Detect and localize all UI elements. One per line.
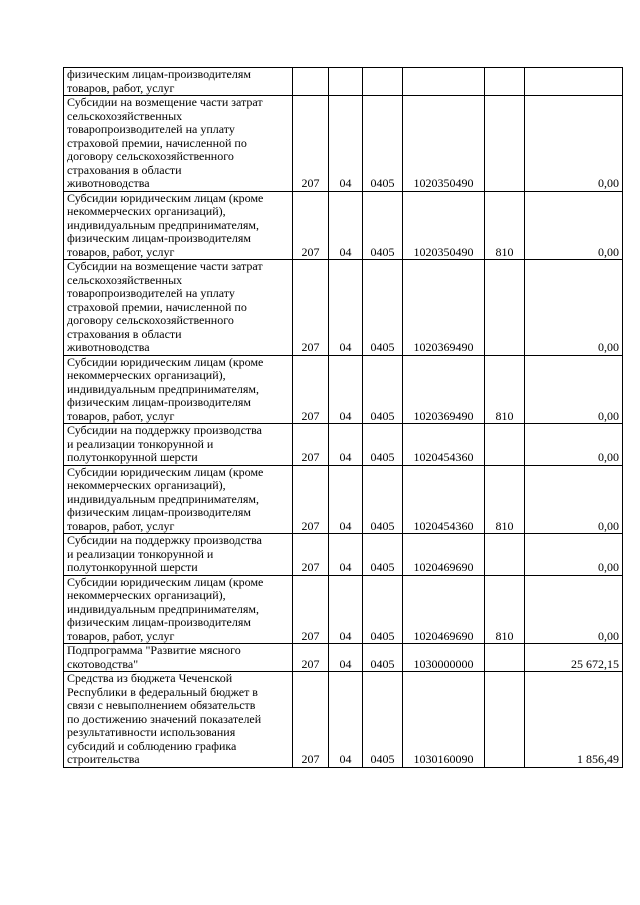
- cell-csr: 1030000000: [403, 644, 485, 672]
- cell-csr: 1020454360: [403, 465, 485, 534]
- cell-vr: [485, 260, 525, 356]
- cell-vr: 810: [485, 575, 525, 644]
- table-row: [64, 260, 623, 356]
- cell-pr: 0405: [363, 575, 403, 644]
- table-row: [64, 191, 623, 260]
- table-row: [64, 534, 623, 576]
- table-row: [64, 575, 623, 644]
- cell-rz: 04: [329, 465, 363, 534]
- cell-sum: 0,00: [525, 355, 623, 424]
- cell-vr: [485, 644, 525, 672]
- cell-rz: 04: [329, 534, 363, 576]
- cell-name: Субсидии юридическим лицам (кроме некоммерческих организаций), индивидуальным предпринимателям, физическим лицам-производителям товаров, работ, услуг: [64, 575, 293, 644]
- cell-csr: 1020350490: [403, 96, 485, 192]
- cell-gr: 207: [293, 575, 329, 644]
- cell-gr: 207: [293, 644, 329, 672]
- cell-rz: 04: [329, 96, 363, 192]
- table-row: [64, 424, 623, 466]
- table-row: [64, 672, 623, 768]
- cell-name: Субсидии на поддержку производства и реализации тонкорунной и полутонкорунной шерсти: [64, 424, 293, 466]
- cell-sum: 1 856,49: [525, 672, 623, 768]
- cell-rz: 04: [329, 191, 363, 260]
- cell-name: Субсидии юридическим лицам (кроме некоммерческих организаций), индивидуальным предпринимателям, физическим лицам-производителям товаров, работ, услуг: [64, 191, 293, 260]
- cell-vr: [485, 672, 525, 768]
- cell-rz: 04: [329, 355, 363, 424]
- cell-vr: 810: [485, 465, 525, 534]
- cell-pr: [363, 68, 403, 96]
- cell-csr: 1020454360: [403, 424, 485, 466]
- cell-name: Субсидии юридическим лицам (кроме некоммерческих организаций), индивидуальным предпринимателям, физическим лицам-производителям товаров, работ, услуг: [64, 355, 293, 424]
- cell-name: физическим лицам-производителям товаров, работ, услуг: [64, 68, 293, 96]
- cell-gr: 207: [293, 534, 329, 576]
- cell-rz: 04: [329, 424, 363, 466]
- cell-gr: 207: [293, 672, 329, 768]
- cell-vr: [485, 68, 525, 96]
- cell-csr: 1020469690: [403, 575, 485, 644]
- cell-sum: 0,00: [525, 575, 623, 644]
- cell-rz: 04: [329, 260, 363, 356]
- cell-gr: 207: [293, 424, 329, 466]
- cell-sum: 0,00: [525, 96, 623, 192]
- cell-name: Субсидии на возмещение части затрат сельскохозяйственных товаропроизводителей на уплату страховой премии, начисленной по договору сельскохозяйственного страхования в области животноводства: [64, 260, 293, 356]
- cell-pr: 0405: [363, 260, 403, 356]
- cell-gr: 207: [293, 260, 329, 356]
- cell-vr: [485, 424, 525, 466]
- table-row: [64, 355, 623, 424]
- cell-gr: 207: [293, 96, 329, 192]
- cell-vr: 810: [485, 355, 525, 424]
- table-row: [64, 96, 623, 192]
- cell-sum: 0,00: [525, 424, 623, 466]
- cell-csr: [403, 68, 485, 96]
- cell-sum: 0,00: [525, 260, 623, 356]
- cell-rz: 04: [329, 575, 363, 644]
- cell-pr: 0405: [363, 96, 403, 192]
- cell-csr: 1020350490: [403, 191, 485, 260]
- cell-rz: [329, 68, 363, 96]
- table-row: [64, 465, 623, 534]
- cell-sum: [525, 68, 623, 96]
- cell-pr: 0405: [363, 355, 403, 424]
- table-row: [64, 68, 623, 96]
- cell-name: Субсидии на поддержку производства и реализации тонкорунной и полутонкорунной шерсти: [64, 534, 293, 576]
- cell-sum: 0,00: [525, 534, 623, 576]
- table-body: [64, 68, 623, 768]
- cell-gr: 207: [293, 355, 329, 424]
- cell-rz: 04: [329, 644, 363, 672]
- cell-gr: 207: [293, 465, 329, 534]
- cell-pr: 0405: [363, 672, 403, 768]
- cell-sum: 0,00: [525, 191, 623, 260]
- cell-vr: 810: [485, 191, 525, 260]
- cell-name: Субсидии юридическим лицам (кроме некоммерческих организаций), индивидуальным предпринимателям, физическим лицам-производителям товаров, работ, услуг: [64, 465, 293, 534]
- cell-gr: 207: [293, 191, 329, 260]
- cell-name: Средства из бюджета Чеченской Республики в федеральный бюджет в связи с невыполнением обязательств по достижению значений показателей результативности использования субсидий и соблюдению графика строительства: [64, 672, 293, 768]
- cell-vr: [485, 534, 525, 576]
- cell-name: Субсидии на возмещение части затрат сельскохозяйственных товаропроизводителей на уплату страховой премии, начисленной по договору сельскохозяйственного страхования в области животноводства: [64, 96, 293, 192]
- cell-pr: 0405: [363, 534, 403, 576]
- cell-csr: 1030160090: [403, 672, 485, 768]
- cell-pr: 0405: [363, 644, 403, 672]
- cell-csr: 1020469690: [403, 534, 485, 576]
- cell-rz: 04: [329, 672, 363, 768]
- cell-gr: [293, 68, 329, 96]
- cell-sum: 25 672,15: [525, 644, 623, 672]
- budget-table: [63, 67, 623, 768]
- cell-pr: 0405: [363, 465, 403, 534]
- cell-pr: 0405: [363, 191, 403, 260]
- cell-name: Подпрограмма "Развитие мясного скотоводства": [64, 644, 293, 672]
- cell-vr: [485, 96, 525, 192]
- cell-csr: 1020369490: [403, 355, 485, 424]
- cell-pr: 0405: [363, 424, 403, 466]
- cell-sum: 0,00: [525, 465, 623, 534]
- table-row: [64, 644, 623, 672]
- cell-csr: 1020369490: [403, 260, 485, 356]
